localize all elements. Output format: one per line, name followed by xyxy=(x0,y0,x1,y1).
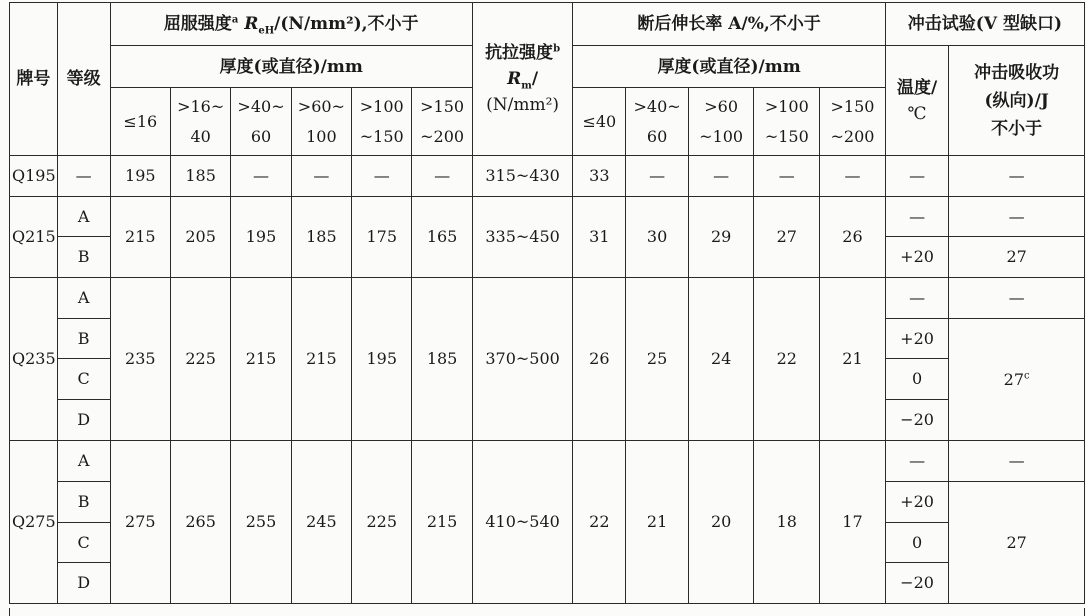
brand-header: 牌号 xyxy=(10,3,58,156)
yield-cell: 215 xyxy=(231,278,291,441)
elong-cell: 22 xyxy=(573,441,626,604)
grade-cell: D xyxy=(57,563,110,604)
steel-properties-table xyxy=(9,2,1085,604)
elong-range: >40~ 60 xyxy=(626,88,688,156)
brand-cell: Q195 xyxy=(10,156,58,197)
elong-cell: — xyxy=(820,156,886,197)
yield-cell: 185 xyxy=(291,197,351,278)
grade-header: 等级 xyxy=(57,3,110,156)
elong-cell: 18 xyxy=(754,441,820,604)
grade-cell: B xyxy=(57,482,110,523)
elong-range: >100 ~150 xyxy=(754,88,820,156)
brand-cell: Q275 xyxy=(10,441,58,604)
brand-cell: Q215 xyxy=(10,197,58,278)
yield-cell: 235 xyxy=(110,278,170,441)
elong-range: ≤40 xyxy=(573,88,626,156)
temperature-cell: +20 xyxy=(885,482,949,523)
elong-thickness-header: 厚度(或直径)/mm xyxy=(573,46,885,88)
yield-cell: 205 xyxy=(170,197,230,278)
yield-cell: 215 xyxy=(291,278,351,441)
elong-cell: 27 xyxy=(754,197,820,278)
tensile-strength-header: 抗拉强度$^b$ $R_m/$ (N/mm²) xyxy=(472,3,573,156)
yield-cell: — xyxy=(291,156,351,197)
yield-cell: — xyxy=(231,156,291,197)
elong-cell: 26 xyxy=(820,197,886,278)
temperature-cell: −20 xyxy=(885,563,949,604)
elong-cell: 21 xyxy=(626,441,688,604)
yield-cell: 275 xyxy=(110,441,170,604)
temperature-cell: — xyxy=(885,197,949,237)
elong-cell: 22 xyxy=(754,278,820,441)
yield-range: >150 ~200 xyxy=(412,88,472,156)
yield-cell: 165 xyxy=(412,197,472,278)
elong-cell: 29 xyxy=(688,197,754,278)
table-row-q235-a xyxy=(10,278,1085,319)
temperature-cell: 0 xyxy=(885,359,949,400)
yield-cell: 185 xyxy=(170,156,230,197)
yield-cell: 175 xyxy=(352,197,412,278)
yield-cell: 255 xyxy=(231,441,291,604)
elong-cell: 20 xyxy=(688,441,754,604)
temperature-cell: — xyxy=(885,278,949,319)
yield-cell: 195 xyxy=(352,278,412,441)
brand-cell: Q235 xyxy=(10,278,58,441)
absorbed-energy-cell: — xyxy=(949,197,1085,237)
absorbed-energy-header: 冲击吸收功 (纵向)/J 不小于 xyxy=(949,46,1085,156)
yield-range: >60~ 100 xyxy=(291,88,351,156)
temperature-cell: 0 xyxy=(885,523,949,563)
tensile-cell: 370~500 xyxy=(472,278,573,441)
yield-strength-header: 屈服强度$^a$ $R_{eH}/(N/mm^2)$,不小于 xyxy=(110,3,472,46)
yield-range: >16~ 40 xyxy=(170,88,230,156)
grade-cell: B xyxy=(57,237,110,278)
grade-cell: C xyxy=(57,523,110,563)
elong-cell: — xyxy=(688,156,754,197)
elong-cell: 26 xyxy=(573,278,626,441)
absorbed-energy-cell: 27 xyxy=(949,237,1085,278)
yield-cell: — xyxy=(412,156,472,197)
grade-cell: D xyxy=(57,400,110,441)
grade-cell: C xyxy=(57,359,110,400)
elong-cell: 30 xyxy=(626,197,688,278)
absorbed-energy-cell: 27$^c$ xyxy=(949,319,1085,441)
yield-cell: 185 xyxy=(412,278,472,441)
tensile-cell: 335~450 xyxy=(472,197,573,278)
yield-cell: 215 xyxy=(110,197,170,278)
elong-cell: — xyxy=(754,156,820,197)
grade-cell: B xyxy=(57,319,110,359)
yield-cell: 225 xyxy=(352,441,412,604)
table-row-q195 xyxy=(10,156,1085,197)
elong-cell: 25 xyxy=(626,278,688,441)
absorbed-energy-cell: 27 xyxy=(949,482,1085,604)
yield-cell: 245 xyxy=(291,441,351,604)
elong-cell: 24 xyxy=(688,278,754,441)
grade-cell: — xyxy=(57,156,110,197)
yield-cell: 265 xyxy=(170,441,230,604)
temperature-cell: +20 xyxy=(885,237,949,278)
tensile-cell: 315~430 xyxy=(472,156,573,197)
elong-range: >150 ~200 xyxy=(820,88,886,156)
absorbed-energy-cell: — xyxy=(949,441,1085,482)
elong-cell: 21 xyxy=(820,278,886,441)
tensile-cell: 410~540 xyxy=(472,441,573,604)
yield-range: ≤16 xyxy=(110,88,170,156)
temperature-header: 温度/ ℃ xyxy=(885,46,949,156)
yield-cell: 195 xyxy=(231,197,291,278)
elong-cell: 17 xyxy=(820,441,886,604)
yield-cell: 195 xyxy=(110,156,170,197)
elong-cell: — xyxy=(626,156,688,197)
grade-cell: A xyxy=(57,441,110,482)
yield-cell: — xyxy=(352,156,412,197)
yield-cell: 225 xyxy=(170,278,230,441)
table-row-q275-a xyxy=(10,441,1085,482)
header-row-1 xyxy=(10,3,1085,46)
temperature-cell: +20 xyxy=(885,319,949,359)
impact-test-header: 冲击试验(V 型缺口) xyxy=(885,3,1084,46)
temperature-cell: −20 xyxy=(885,400,949,441)
elong-range: >60 ~100 xyxy=(688,88,754,156)
elongation-header: 断后伸长率 A/%,不小于 xyxy=(573,3,885,46)
absorbed-energy-cell: — xyxy=(949,156,1085,197)
temperature-cell: — xyxy=(885,156,949,197)
grade-cell: A xyxy=(57,197,110,237)
yield-range: >40~ 60 xyxy=(231,88,291,156)
elong-cell: 31 xyxy=(573,197,626,278)
yield-thickness-header: 厚度(或直径)/mm xyxy=(110,46,472,88)
temperature-cell: — xyxy=(885,441,949,482)
table-footer-frame xyxy=(9,608,1085,616)
table-row-q215-a xyxy=(10,197,1085,237)
elong-cell: 33 xyxy=(573,156,626,197)
yield-cell: 215 xyxy=(412,441,472,604)
yield-range: >100 ~150 xyxy=(352,88,412,156)
grade-cell: A xyxy=(57,278,110,319)
absorbed-energy-cell: — xyxy=(949,278,1085,319)
